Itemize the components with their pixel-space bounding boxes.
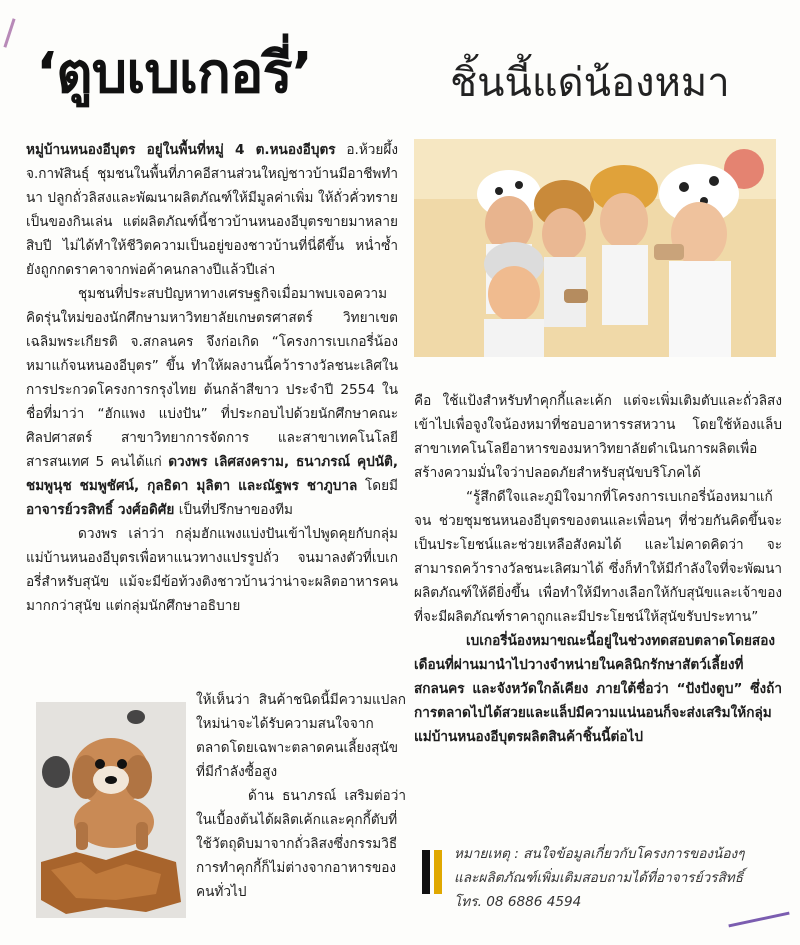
article-right-column xyxy=(414,389,782,749)
paragraph-3: ดวงพร เล่าว่า กลุ่มฮักแพงแบ่งปันเข้าไปพูดคุยกับกลุ่มแม่บ้านหนองอีบุตรเพื่อหาแนวทางแปรรูปถั่ว จนมาลงตัวที่เบเกอรี่สำหรับสุนัข แม้จะมีข้อท้วงติงชาวบ้านว่าน่าจะผลิตอาหารคนมากกว่าสุนัข แต่กลุ่มนักศึกษาอธิบาย xyxy=(26,526,398,614)
article-left-column xyxy=(26,138,398,618)
note-line-3: โทร. 08 6886 4594 xyxy=(454,894,582,910)
dog-cookie-illustration xyxy=(36,702,186,918)
dog-cookie-photo xyxy=(36,702,186,918)
article-left-lower-column xyxy=(196,688,406,904)
right-paragraph-3: เบเกอรี่น้องหมาขณะนี้อยู่ในช่วงทดสอบตลาดโดยสองเดือนที่ผ่านมานำไปวางจำหน่ายในคลินิกรักษาสัตว์เลี้ยงที่สกลนคร และจังหวัดใกล้เคียง ภายใต้ชื่อว่า “ปังปังตูบ” ซึ่งถ้าการตลาดไปได้สวยและแล็ปมีความแน่นอนก็จะส่งเสริมให้กลุ่มแม่บ้านหนองอีบุตรผลิตสินค้าชิ้นนี้ต่อไป xyxy=(414,633,782,745)
right-paragraph-1: คือ ใช้แป้งสำหรับทำคุกกี้และเค้ก แต่จะเพิ่มเติมตับและถั่วลิสงเข้าไปเพื่อจูงใจน้องหมาที่ชอบอาหารรสหวาน โดยใช้ห้องแล็บสาขาเทคโนโลยีอาหารของมหาวิทยาลัยดำเนินการผลิตเพื่อสร้างความมั่นใจว่าปลอดภัยสำหรับสุนัขบริโภคได้ xyxy=(414,393,782,481)
paragraph-1-body: อ.ห้วยผึ้ง จ.กาฬสินธุ์ ชุมชนในพื้นที่ภาคอีสานส่วนใหญ่ชาวบ้านมีอาชีพทำนา ปลูกถั่วลิสงและพัฒนาผลิตภัณฑ์ให้มีมูลค่าเพิ่ม ให้ถั่วคั่วทรายเป็นของกินเล่น แต่ผลิตภัณฑ์นี้ชาวบ้านหนองอีบุตรขายมาหลายสิบปี ไม่ได้ทำให้ชีวิตความเป็นอยู่ของชาวบ้านที่นี่ดีขึ้น หน่ำซ้ำยังถูกกดราคาจากพ่อค้าคนกลางปีแล้วปีเล่า xyxy=(26,142,398,278)
paragraph-1-lead: หมู่บ้านหนองอีบุตร อยู่ในพื้นที่หมู่ 4 ต.หนองอีบุตร xyxy=(26,142,336,158)
paragraph-2-connector: โดยมี xyxy=(364,478,398,494)
paragraph-2 xyxy=(26,282,398,522)
paragraph-2-intro: ชุมชนที่ประสบปัญหาทางเศรษฐกิจเมื่อมาพบเจอความคิดรุ่นใหม่ของนักศึกษามหาวิทยาลัยเกษตรศาสตร์ วิทยาเขตเฉลิมพระเกียรติ จ.สกลนคร จึงก่อเกิด “โครงการเบเกอรี่น้องหมาแก้จนหนองอีบุตร” ขึ้น ทำให้ผลงานนี้คว้ารางวัลชนะเลิศในการประกวดโครงการกรุงไทย ต้นกล้าสีขาว ประจำปี 2554 ในชื่อที่มาว่า “ฮักแพง แบ่งปัน” ที่ประกอบไปด้วยนักศึกษาคณะศิลปศาสตร์ สาขาวิทยาการจัดการ และสาขาเทคโนโลยีสารสนเทศ 5 คนได้แก่ xyxy=(26,286,398,470)
advisor-name: อาจารย์วรสิทธิ์ วงศ์อดิศัย xyxy=(26,502,175,518)
student-names: ดวงพร เลิศสงคราม, ธนาภรณ์ คุปนัติ, ชมพูนุช ชมพูชัศน์, กุลธิดา มุลิตา และณัฐพร ชาภูบาล xyxy=(26,454,398,494)
note-line-1: หมายเหตุ : สนใจข้อมูลเกี่ยวกับโครงการของน้องๆ xyxy=(454,846,745,862)
paragraph-4: ด้าน ธนาภรณ์ เสริมต่อว่าในเบื้องต้นได้ผลิตเค้กและคุกกี้ตับที่ใช้วัตถุดิบมาจากถั่วลิสงซึ่งกรรมวิธีการทำคุกกี้ก็ไม่ต่างจากอาหารของคนทั่วไป xyxy=(196,788,406,900)
paragraph-1 xyxy=(26,138,398,282)
note-accent-bar-yellow xyxy=(434,850,442,894)
students-photo xyxy=(414,139,776,357)
subheadline: ชิ้นนี้แด่น้องหมา xyxy=(450,60,730,106)
students-illustration xyxy=(414,139,776,357)
pen-mark-top-left xyxy=(3,18,15,47)
note-accent-bar-dark xyxy=(422,850,430,894)
right-paragraph-2: “รู้สึกดีใจและภูมิใจมากที่โครงการเบเกอรี่น้องหมาแก้จน ช่วยชุมชนหนองอีบุตรของตนและเพื่อนๆ ที่ช่วยกันคิดขึ้นจะเป็นประโยชน์และช่วยเหลือสังคมได้ และไม่คาดคิดว่า จะสามารถคว้ารางวัลชนะเลิศมาได้ ซึ่งก็ทำให้มีกำลังใจที่จะพัฒนาผลิตภัณฑ์ให้ดียิ่งขึ้น เพื่อทำให้มีทางเลือกให้กับสุนัขและเจ้าของที่จะมีผลิตภัณฑ์ราคาถูกและมีประโยชน์ให้สุนัขรับประทาน” xyxy=(414,489,782,625)
paragraph-2-end: เป็นที่ปรึกษาของทีม xyxy=(178,502,294,518)
headline: ‘ตูบเบเกอรี่’ xyxy=(36,41,312,106)
note-line-2: และผลิตภัณฑ์เพิ่มเติมสอบถามได้ที่อาจารย์วรสิทธิ์ xyxy=(454,870,744,886)
contact-note xyxy=(454,842,784,914)
paragraph-3-continued: ให้เห็นว่า สินค้าชนิดนี้มีความแปลกใหม่น่าจะได้รับความสนใจจากตลาดโดยเฉพาะตลาดคนเลี้ยงสุนัข ที่มีกำลังซื้อสูง xyxy=(196,692,406,780)
